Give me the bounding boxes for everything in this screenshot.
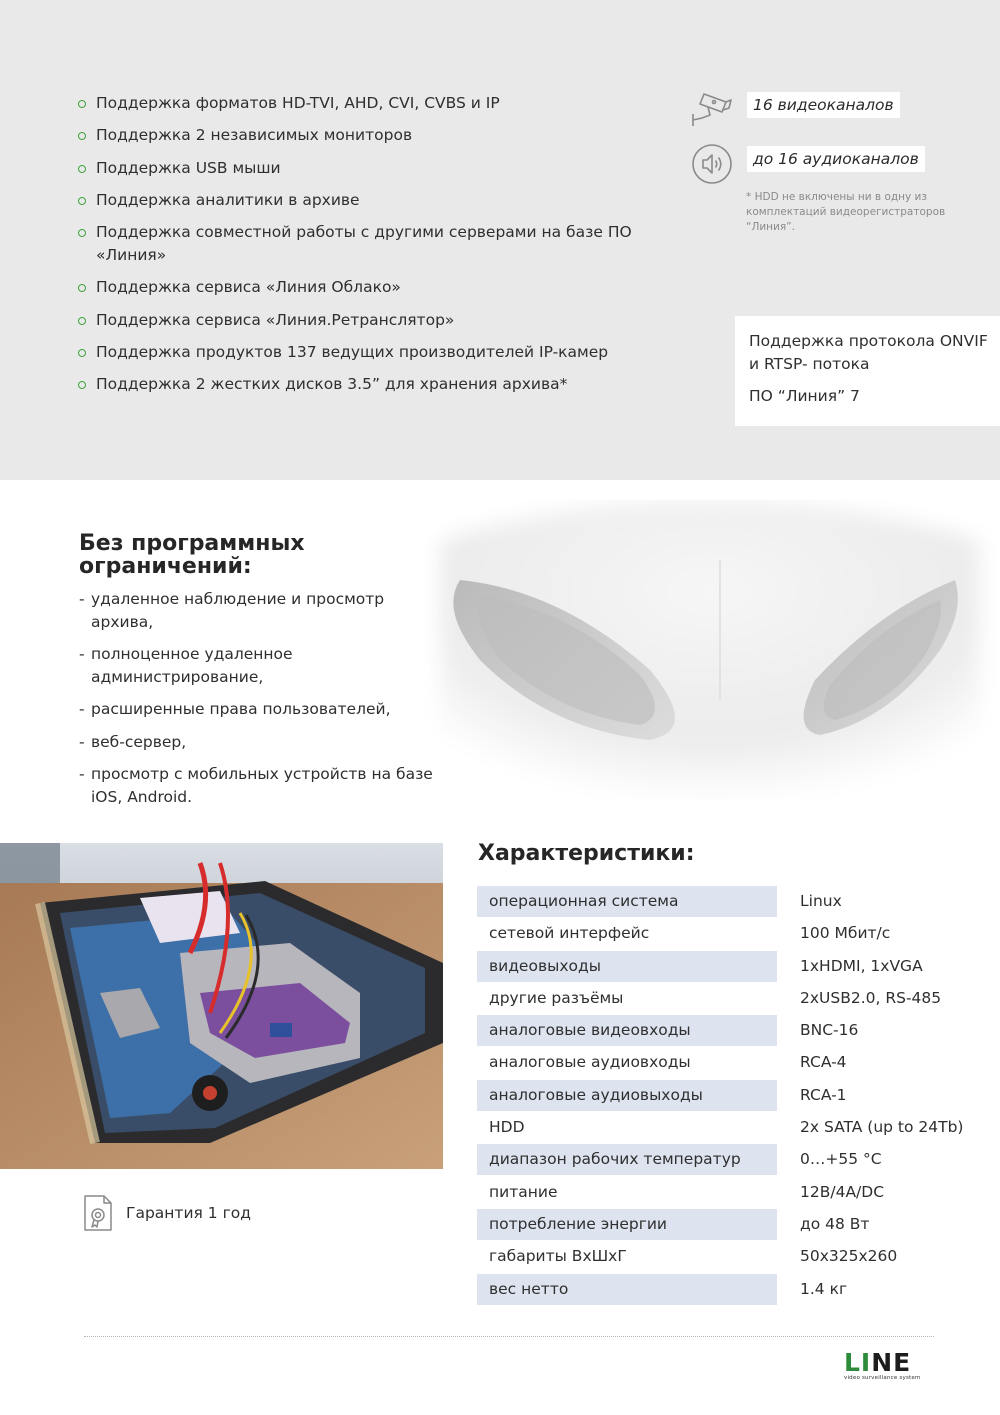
specs-table — [477, 886, 987, 1306]
line-logo — [844, 1350, 936, 1382]
table-row — [477, 1209, 987, 1241]
table-row — [477, 951, 987, 983]
spec-key: аналоговые видеовходы — [477, 1015, 777, 1046]
spec-value: 2x SATA (up to 24Tb) — [800, 1118, 964, 1137]
warranty-text: Гарантия 1 год — [126, 1204, 251, 1222]
limits-item: - расширенные права пользователей, — [79, 698, 439, 721]
spec-key: HDD — [489, 1118, 525, 1137]
certificate-icon — [82, 1194, 114, 1232]
table-row — [477, 1112, 987, 1144]
spec-value: 2xUSB2.0, RS-485 — [800, 988, 942, 1007]
spec-key: операционная система — [477, 886, 777, 917]
table-row — [477, 1274, 987, 1306]
onvif-protocol-text: Поддержка протокола ONVIF и RTSP- потока — [749, 332, 988, 373]
limits-item: - удаленное наблюдение и просмотр архива, — [79, 588, 439, 633]
feature-list — [78, 92, 638, 406]
spec-key: потребление энергии — [477, 1209, 777, 1240]
logo-tagline: video surveillance system — [844, 1375, 921, 1381]
limits-title: Без программных ограничений: — [79, 531, 305, 579]
spec-value: RCA-4 — [800, 1053, 847, 1072]
spec-value: 100 Мбит/с — [800, 924, 891, 943]
table-row — [477, 1047, 987, 1079]
table-row — [477, 1241, 987, 1273]
logo-right: NE — [871, 1348, 912, 1377]
spec-value: до 48 Вт — [800, 1214, 870, 1233]
audio-channels-label: до 16 аудиоканалов — [747, 146, 925, 172]
spec-value: 50x325x260 — [800, 1247, 898, 1266]
spec-key: аналоговые аудиовходы — [489, 1053, 691, 1072]
feature-item: Поддержка 2 независимых мониторов — [78, 124, 638, 147]
table-row — [477, 918, 987, 950]
device-photo — [0, 843, 443, 1169]
onvif-box — [735, 316, 1000, 426]
feature-item: Поддержка аналитики в архиве — [78, 189, 638, 212]
spec-key: вес нетто — [477, 1274, 777, 1305]
onvif-software-text: ПО “Линия” 7 — [749, 387, 860, 405]
spec-key: сетевой интерфейс — [489, 924, 650, 943]
audio-channels — [690, 142, 930, 186]
spec-key: видеовыходы — [477, 951, 777, 982]
limits-item: - полноценное удаленное администрирование, — [79, 643, 439, 688]
video-channels-label: 16 видеоканалов — [747, 92, 900, 118]
spec-value: 1.4 кг — [800, 1279, 848, 1298]
table-row — [477, 1144, 987, 1176]
video-channels — [690, 88, 930, 132]
spec-value: RCA-1 — [800, 1085, 847, 1104]
spec-key: аналоговые аудиовыходы — [477, 1080, 777, 1111]
specs-title: Характеристики: — [478, 841, 695, 866]
camera-icon — [690, 88, 734, 132]
limits-item: - просмотр с мобильных устройств на базе iOS, Android. — [79, 763, 439, 808]
spec-value: BNC-16 — [800, 1021, 859, 1040]
spec-value: Linux — [800, 892, 842, 910]
hdd-note: * HDD не включены ни в одну из комплектаций видеорегистраторов “Линия”. — [746, 191, 946, 233]
table-row — [477, 886, 987, 918]
features-panel — [0, 0, 1000, 480]
table-row — [477, 983, 987, 1015]
spec-key: питание — [489, 1182, 558, 1201]
speaker-icon — [690, 142, 734, 186]
table-row — [477, 1177, 987, 1209]
spec-value: 12В/4А/DC — [800, 1182, 885, 1201]
feature-item: Поддержка 2 жестких дисков 3.5” для хранения архива* — [78, 373, 638, 396]
limits-item: - веб-сервер, — [79, 731, 439, 754]
logo-left: LI — [844, 1348, 872, 1377]
spec-value: 0…+55 °С — [800, 1150, 882, 1169]
feature-item: Поддержка сервиса «Линия.Ретранслятор» — [78, 309, 638, 332]
spec-value: 1xHDMI, 1xVGA — [800, 956, 923, 975]
alien-face-image — [420, 500, 1000, 800]
spec-key: габариты ВxШxГ — [489, 1247, 627, 1266]
feature-item: Поддержка совместной работы с другими серверами на базе ПО «Линия» — [78, 221, 638, 267]
spec-key: диапазон рабочих температур — [477, 1144, 777, 1175]
feature-item: Поддержка USB мыши — [78, 157, 638, 180]
feature-item: Поддержка форматов HD-TVI, AHD, CVI, CVBS и IP — [78, 92, 638, 115]
table-row — [477, 1080, 987, 1112]
footer-divider — [84, 1336, 934, 1337]
limits-list — [79, 588, 439, 818]
logo-wordmark — [844, 1350, 936, 1375]
table-row — [477, 1015, 987, 1047]
spec-key: другие разъёмы — [489, 988, 624, 1007]
feature-item: Поддержка сервиса «Линия Облако» — [78, 276, 638, 299]
feature-item: Поддержка продуктов 137 ведущих производителей IP-камер — [78, 341, 638, 364]
